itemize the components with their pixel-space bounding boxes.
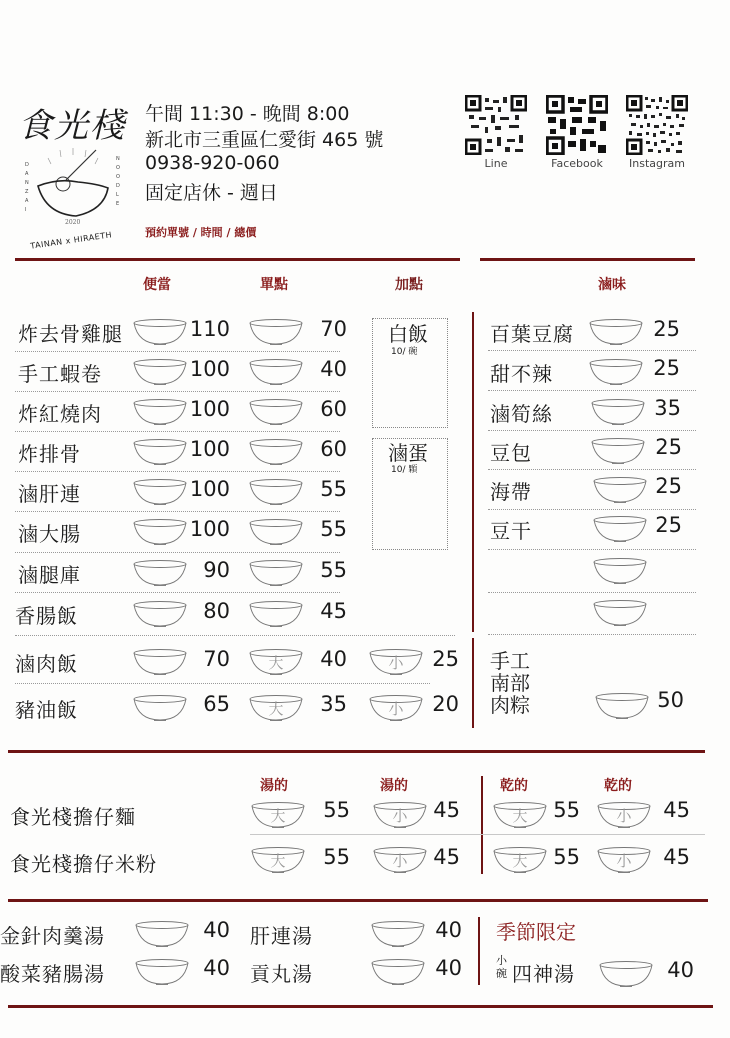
single-price: 55 bbox=[320, 558, 347, 582]
row-divider bbox=[488, 509, 696, 510]
bowl-icon-empty bbox=[592, 599, 648, 627]
item-name: 炸去骨雞腿 bbox=[18, 322, 123, 346]
bowl-icon bbox=[248, 358, 304, 386]
bowl-small-icon: 小 bbox=[596, 801, 652, 829]
logo-title: 食光棧 bbox=[18, 106, 126, 146]
header-dry-large: 乾的 bbox=[500, 778, 528, 794]
item-name: 滷肝連 bbox=[18, 482, 81, 506]
seasonal-price: 40 bbox=[667, 958, 694, 982]
bowl-small-icon: 小 bbox=[372, 801, 428, 829]
row-divider bbox=[15, 592, 340, 593]
svg-text:A: A bbox=[25, 171, 29, 177]
closed-day: 固定店休 - 週日 bbox=[145, 182, 278, 204]
svg-text:A: A bbox=[25, 198, 29, 204]
bowl-icon bbox=[132, 438, 188, 466]
qr-code-icon bbox=[546, 95, 608, 155]
soup-price: 40 bbox=[203, 956, 230, 980]
bento-price: 80 bbox=[203, 599, 230, 623]
qr-label-instagram: Instagram bbox=[629, 157, 685, 170]
divider-top-right bbox=[480, 258, 695, 261]
seasonal-title: 季節限定 bbox=[496, 920, 576, 944]
soup-price: 40 bbox=[203, 918, 230, 942]
item-name: 豬油飯 bbox=[15, 698, 78, 722]
addon-egg-name: 滷蛋 bbox=[388, 441, 428, 465]
soup-large-price: 55 bbox=[323, 798, 350, 822]
bento-price: 100 bbox=[189, 477, 230, 501]
braised-price: 25 bbox=[655, 513, 682, 537]
single-price: 40 bbox=[320, 357, 347, 381]
noodle-divider bbox=[481, 776, 483, 874]
bowl-large-icon: 大 bbox=[248, 648, 304, 676]
small-price: 25 bbox=[432, 647, 459, 671]
svg-text:E: E bbox=[116, 201, 120, 207]
soup-price: 40 bbox=[435, 956, 462, 980]
bowl-icon bbox=[248, 398, 304, 426]
svg-text:2020: 2020 bbox=[65, 219, 81, 226]
noodle-bowl-icon bbox=[18, 138, 128, 238]
svg-text:Z: Z bbox=[25, 189, 29, 195]
bowl-icon bbox=[132, 694, 188, 722]
braised-name: 豆干 bbox=[490, 519, 532, 543]
header-bento: 便當 bbox=[143, 277, 171, 293]
single-price: 45 bbox=[320, 599, 347, 623]
noodle-name: 食光棧擔仔麵 bbox=[10, 805, 136, 829]
row-divider bbox=[15, 511, 340, 512]
single-price: 60 bbox=[320, 397, 347, 421]
bento-price: 65 bbox=[203, 692, 230, 716]
header-single: 單點 bbox=[260, 277, 288, 293]
row-divider bbox=[15, 683, 430, 684]
large-price: 35 bbox=[320, 692, 347, 716]
item-name: 滷大腸 bbox=[18, 522, 81, 546]
row-divider bbox=[15, 635, 455, 636]
bowl-icon bbox=[248, 518, 304, 546]
business-hours: 午間 11:30 - 晚間 8:00 bbox=[145, 103, 350, 125]
divider-bottom bbox=[8, 1005, 713, 1008]
single-price: 55 bbox=[320, 477, 347, 501]
braised-divider-lower bbox=[472, 638, 474, 728]
bowl-large-icon: 大 bbox=[492, 846, 548, 874]
soup-name: 酸菜豬腸湯 bbox=[0, 962, 105, 986]
bowl-icon bbox=[132, 518, 188, 546]
bowl-large-icon: 大 bbox=[492, 801, 548, 829]
soup-name: 金針肉羹湯 bbox=[0, 924, 105, 948]
logo-tagline: TAINAN x HIRAETH bbox=[29, 230, 113, 251]
row-divider bbox=[488, 634, 696, 635]
svg-text:N: N bbox=[116, 156, 120, 162]
row-divider bbox=[488, 592, 696, 593]
bento-price: 100 bbox=[189, 397, 230, 421]
bowl-icon bbox=[598, 960, 654, 988]
soup-small-price: 45 bbox=[433, 798, 460, 822]
soup-small-price: 45 bbox=[433, 845, 460, 869]
header-braised: 滷味 bbox=[598, 277, 626, 293]
row-divider bbox=[488, 549, 696, 550]
qr-label-facebook: Facebook bbox=[551, 157, 603, 170]
braised-name: 海帶 bbox=[490, 480, 532, 504]
row-divider bbox=[250, 834, 705, 835]
single-price: 70 bbox=[320, 317, 347, 341]
bento-price: 90 bbox=[203, 558, 230, 582]
braised-price: 25 bbox=[655, 474, 682, 498]
zongzi-price: 50 bbox=[657, 688, 684, 712]
bowl-icon bbox=[248, 318, 304, 346]
item-name: 滷肉飯 bbox=[15, 652, 78, 676]
row-divider bbox=[15, 391, 340, 392]
bowl-icon bbox=[132, 358, 188, 386]
braised-divider-upper bbox=[472, 312, 474, 632]
item-name: 香腸飯 bbox=[15, 604, 78, 628]
zongzi-name: 手工 南部 肉粽 bbox=[490, 649, 530, 717]
braised-price: 25 bbox=[653, 356, 680, 380]
seasonal-divider bbox=[478, 917, 480, 985]
svg-text:L: L bbox=[116, 192, 119, 198]
large-price: 40 bbox=[320, 647, 347, 671]
row-divider bbox=[15, 471, 340, 472]
bowl-icon bbox=[248, 438, 304, 466]
row-divider bbox=[488, 430, 696, 431]
header-soup-large: 湯的 bbox=[260, 778, 288, 794]
addon-egg-price: 10/ 顆 bbox=[391, 465, 418, 475]
header-dry-small: 乾的 bbox=[604, 778, 632, 794]
bowl-icon bbox=[132, 478, 188, 506]
item-name: 手工蝦卷 bbox=[18, 362, 102, 386]
svg-text:O: O bbox=[116, 165, 120, 171]
svg-text:D: D bbox=[116, 183, 120, 189]
soup-price: 40 bbox=[435, 918, 462, 942]
braised-name: 百葉豆腐 bbox=[490, 322, 574, 346]
bowl-icon bbox=[248, 478, 304, 506]
bowl-icon bbox=[248, 600, 304, 628]
bowl-icon-empty bbox=[592, 557, 648, 585]
addon-rice-name: 白飯 bbox=[388, 322, 428, 346]
bowl-small-icon: 小 bbox=[596, 846, 652, 874]
item-name: 滷腿庫 bbox=[18, 563, 81, 587]
header-addon: 加點 bbox=[395, 277, 423, 293]
bowl-large-icon: 大 bbox=[250, 801, 306, 829]
row-divider bbox=[488, 350, 696, 351]
soup-large-price: 55 bbox=[323, 845, 350, 869]
item-name: 炸排骨 bbox=[18, 442, 81, 466]
dry-large-price: 55 bbox=[553, 798, 580, 822]
bowl-small-icon: 小 bbox=[372, 846, 428, 874]
address: 新北市三重區仁愛街 465 號 bbox=[145, 129, 384, 151]
bowl-large-icon: 大 bbox=[248, 694, 304, 722]
qr-code-facebook[interactable] bbox=[546, 95, 608, 155]
braised-name: 甜不辣 bbox=[490, 362, 553, 386]
noodle-name: 食光棧擔仔米粉 bbox=[10, 852, 157, 876]
dry-small-price: 45 bbox=[663, 798, 690, 822]
header-soup-small: 湯的 bbox=[380, 778, 408, 794]
qr-code-instagram[interactable] bbox=[626, 95, 688, 155]
bento-price: 100 bbox=[189, 517, 230, 541]
dry-small-price: 45 bbox=[663, 845, 690, 869]
dry-large-price: 55 bbox=[553, 845, 580, 869]
bowl-large-icon: 大 bbox=[250, 846, 306, 874]
braised-name: 滷筍絲 bbox=[490, 402, 553, 426]
seasonal-size: 小 碗 bbox=[496, 954, 507, 980]
logo-emblem bbox=[18, 138, 128, 238]
bowl-icon bbox=[134, 920, 190, 948]
braised-price: 35 bbox=[654, 396, 681, 420]
braised-price: 25 bbox=[655, 435, 682, 459]
bento-price: 100 bbox=[189, 357, 230, 381]
bento-price: 100 bbox=[189, 437, 230, 461]
order-note: 預約單號 / 時間 / 總價 bbox=[145, 226, 257, 239]
bowl-icon bbox=[248, 559, 304, 587]
qr-code-line[interactable] bbox=[465, 95, 527, 155]
qr-code-icon bbox=[626, 95, 688, 155]
bento-price: 110 bbox=[189, 317, 230, 341]
bowl-icon bbox=[132, 559, 188, 587]
seasonal-name: 四神湯 bbox=[512, 962, 575, 986]
bowl-icon bbox=[134, 958, 190, 986]
soup-name: 肝連湯 bbox=[250, 924, 313, 948]
braised-price: 25 bbox=[653, 317, 680, 341]
bowl-small-icon: 小 bbox=[368, 648, 424, 676]
single-price: 60 bbox=[320, 437, 347, 461]
single-price: 55 bbox=[320, 517, 347, 541]
row-divider bbox=[15, 351, 340, 352]
svg-text:I: I bbox=[25, 207, 27, 213]
addon-rice-price: 10/ 碗 bbox=[391, 347, 418, 357]
row-divider bbox=[488, 390, 696, 391]
bento-price: 70 bbox=[203, 647, 230, 671]
small-price: 20 bbox=[432, 692, 459, 716]
phone-number: 0938-920-060 bbox=[145, 152, 280, 174]
divider-top bbox=[15, 258, 460, 261]
svg-text:O: O bbox=[116, 174, 120, 180]
bowl-small-icon: 小 bbox=[368, 694, 424, 722]
soup-name: 貢丸湯 bbox=[250, 962, 313, 986]
bowl-icon bbox=[132, 600, 188, 628]
divider-middle bbox=[8, 750, 705, 753]
svg-text:N: N bbox=[25, 180, 29, 186]
braised-name: 豆包 bbox=[490, 441, 532, 465]
qr-code-icon bbox=[465, 95, 527, 155]
row-divider bbox=[15, 431, 340, 432]
divider-soup-top bbox=[8, 899, 708, 902]
item-name: 炸紅燒肉 bbox=[18, 402, 102, 426]
row-divider bbox=[15, 552, 340, 553]
bowl-icon bbox=[132, 318, 188, 346]
qr-label-line: Line bbox=[484, 157, 508, 170]
svg-text:D: D bbox=[25, 162, 29, 168]
row-divider bbox=[488, 469, 696, 470]
bowl-icon bbox=[132, 398, 188, 426]
bowl-icon bbox=[132, 648, 188, 676]
